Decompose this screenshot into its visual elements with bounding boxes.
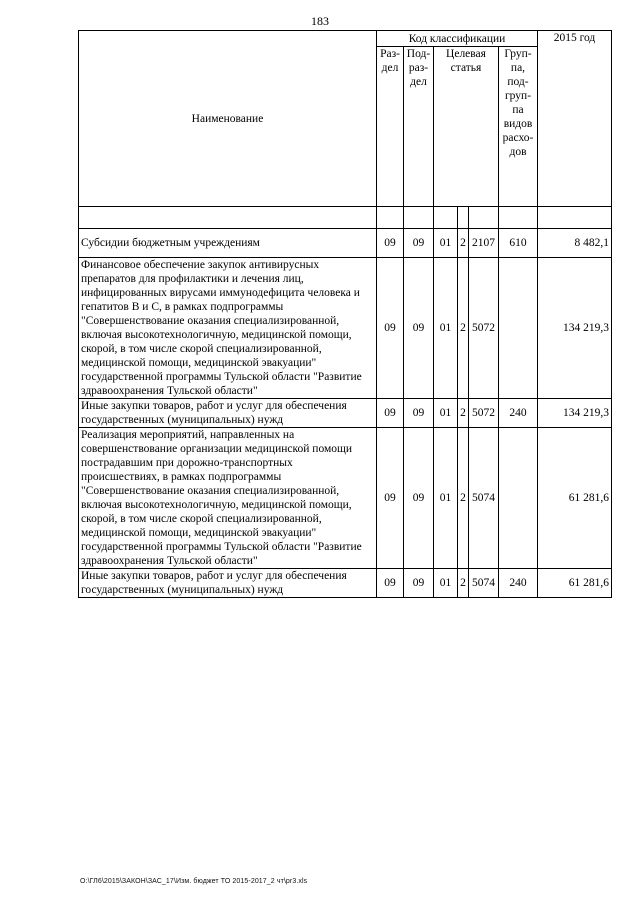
row-amount: 134 219,3 bbox=[538, 258, 612, 399]
row-podrazdel: 09 bbox=[404, 399, 434, 428]
file-path-footer: O:\ГЛ6\2015\ЗАКОН\ЗАС_17\Изм. бюджет ТО 2015-2017_2 чт\pr3.xls bbox=[80, 878, 308, 885]
row-cs-program: 01 bbox=[434, 399, 458, 428]
row-name: Реализация мероприятий, направленных на совершенствование организации медицинской помощи пострадавшим при дорожно-транспортных происшествиях, в рамках подпрограммы "Совершенствование оказания специализированной, включая высокотехнологичную, медицинской помощи, скорой, в том числе скорой специализированной, медицинской помощи, медицинской эвакуации" государственной программы Тульской области "Развитие здравоохранения Тульской области" bbox=[79, 428, 377, 569]
row-cs-subprogram: 2 bbox=[458, 229, 469, 258]
razdel-header: Раз- дел bbox=[377, 47, 404, 207]
row-amount: 61 281,6 bbox=[538, 428, 612, 569]
expense-group-header: Груп- па, под- груп- па видов расхо- дов bbox=[499, 47, 538, 207]
year-column-header: 2015 год bbox=[538, 31, 612, 207]
row-name: Иные закупки товаров, работ и услуг для обеспечения государственных (муниципальных) нужд bbox=[79, 569, 377, 598]
row-cs-direction: 5074 bbox=[469, 428, 499, 569]
row-amount: 134 219,3 bbox=[538, 399, 612, 428]
row-expense-group: 240 bbox=[499, 399, 538, 428]
row-cs-program: 01 bbox=[434, 258, 458, 399]
table-row bbox=[79, 258, 612, 399]
row-razdel: 09 bbox=[377, 229, 404, 258]
row-razdel: 09 bbox=[377, 258, 404, 399]
target-article-header: Целевая статья bbox=[434, 47, 499, 207]
row-expense-group: 610 bbox=[499, 229, 538, 258]
row-name: Иные закупки товаров, работ и услуг для обеспечения государственных (муниципальных) нужд bbox=[79, 399, 377, 428]
row-razdel: 09 bbox=[377, 399, 404, 428]
row-amount: 8 482,1 bbox=[538, 229, 612, 258]
row-razdel: 09 bbox=[377, 569, 404, 598]
row-cs-direction: 5072 bbox=[469, 258, 499, 399]
page-number: 183 bbox=[311, 14, 329, 28]
row-cs-direction: 5074 bbox=[469, 569, 499, 598]
row-podrazdel: 09 bbox=[404, 428, 434, 569]
row-podrazdel: 09 bbox=[404, 258, 434, 399]
row-cs-subprogram: 2 bbox=[458, 428, 469, 569]
podrazdel-header: Под- раз- дел bbox=[404, 47, 434, 207]
row-podrazdel: 09 bbox=[404, 229, 434, 258]
row-name: Субсидии бюджетным учреждениям bbox=[79, 229, 377, 258]
row-amount: 61 281,6 bbox=[538, 569, 612, 598]
row-expense-group bbox=[499, 258, 538, 399]
table-row bbox=[79, 428, 612, 569]
row-name: Финансовое обеспечение закупок антивирусных препаратов для профилактики и лечения лиц, инфицированных вирусами иммунодефицита человека и гепатитов В и С, в рамках подпрограммы "Совершенствование оказания специализированной, включая высокотехнологичную, медицинской помощи, скорой, в том числе скорой специализированной, медицинской помощи, медицинской эвакуации" государственной программы Тульской области "Развитие здравоохранения Тульской области" bbox=[79, 258, 377, 399]
row-cs-subprogram: 2 bbox=[458, 399, 469, 428]
table-row bbox=[79, 207, 612, 229]
budget-table bbox=[78, 30, 612, 598]
row-cs-direction: 5072 bbox=[469, 399, 499, 428]
table-row bbox=[79, 569, 612, 598]
row-razdel: 09 bbox=[377, 428, 404, 569]
spacer-cell bbox=[79, 207, 377, 229]
row-expense-group bbox=[499, 428, 538, 569]
name-column-header: Наименование bbox=[79, 31, 377, 207]
row-cs-subprogram: 2 bbox=[458, 258, 469, 399]
row-cs-direction: 2107 bbox=[469, 229, 499, 258]
classification-header: Код классификации bbox=[377, 31, 538, 47]
row-expense-group: 240 bbox=[499, 569, 538, 598]
row-cs-program: 01 bbox=[434, 428, 458, 569]
row-podrazdel: 09 bbox=[404, 569, 434, 598]
table-row bbox=[79, 399, 612, 428]
row-cs-program: 01 bbox=[434, 569, 458, 598]
row-cs-subprogram: 2 bbox=[458, 569, 469, 598]
table-row bbox=[79, 229, 612, 258]
row-cs-program: 01 bbox=[434, 229, 458, 258]
